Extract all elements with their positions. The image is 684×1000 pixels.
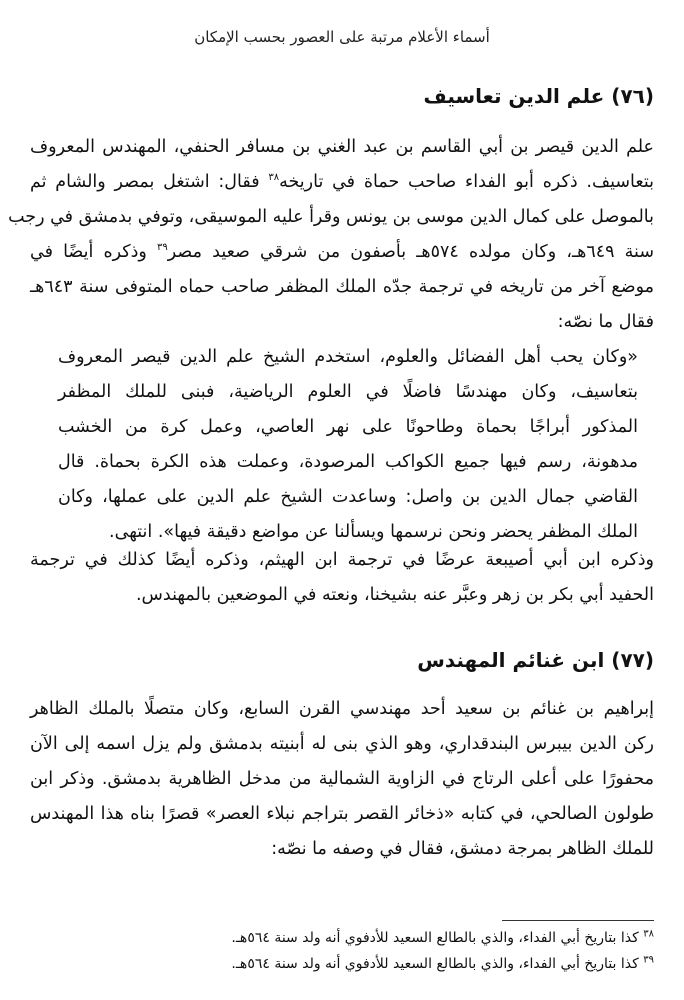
footnote-number: ٣٩ (643, 954, 654, 966)
quote-line: المذكور أبراجًا بحماة وطاحونًا على نهر العاصي، وعمل كرة من الخشب (58, 417, 638, 437)
text-line: علم الدين قيصر بن أبي القاسم بن عبد الغني بن مسافر الحنفي، المهندس المعروف (30, 137, 654, 157)
footnote-text: كذا بتاريخ أبي الفداء، والذي بالطالع السعيد للأدفوي أنه ولد سنة ٥٦٤هـ. (231, 956, 644, 972)
text-line: موضع آخر من تاريخه في ترجمة جدّه الملك المظفر صاحب حماه المتوفى سنة ٦٤٣هـ (30, 277, 654, 297)
text-line: محفورًا على أعلى الرتاج في الزاوية الشمالية من مدخل الظاهرية بدمشق. وذكر ابن (30, 769, 654, 789)
quote-line: «وكان يحب أهل الفضائل والعلوم، استخدم الشيخ علم الدين قيصر المعروف (58, 347, 638, 367)
text-line: للملك الظاهر بمرجة دمشق، فقال في وصفه ما نصّه: (271, 839, 654, 859)
text-line: وذكره ابن أبي أصيبعة عرضًا في ترجمة ابن الهيثم، وذكره أيضًا كذلك في ترجمة (30, 550, 654, 570)
text-line: بالموصل على كمال الدين موسى بن يونس وقرأ عليه الموسيقى، وتوفي بدمشق في رجب (8, 207, 654, 227)
quote-line: بتعاسيف، وكان مهندسًا فاضلًا في العلوم الرياضية، فبنى للملك المظفر (58, 382, 638, 402)
running-header: أسماء الأعلام مرتبة على العصور بحسب الإمكان (194, 28, 490, 46)
quote-line: مدهونة، رسم فيها جميع الكواكب المرصودة، وعملت هذه الكرة بحماة. قال (58, 452, 638, 472)
section-76-quote (58, 340, 638, 550)
footnote-ref-39[interactable]: ٣٩ (157, 242, 168, 254)
section-76-paragraph-2 (30, 543, 654, 613)
text-line: ركن الدين بيبرس البندقداري، وهو الذي بنى له أبنيته بدمشق ولم يزل اسمه إلى الآن (30, 734, 654, 754)
section-77-paragraph-1 (30, 692, 654, 867)
text-line: فقال ما نصّه: (557, 312, 654, 332)
text-line: الحفيد أبي بكر بن زهر وعبَّر عنه بشيخنا، ونعته في الموضعين بالمهندس. (135, 585, 654, 605)
section-76-paragraph-1 (8, 130, 655, 340)
quote-line: الملك المظفر يحضر ونحن نرسمها ويسألنا عن مواضع دقيقة فيها». انتهى. (109, 522, 638, 542)
footnote-38 (231, 930, 654, 946)
section-title-76: (٧٦) علم الدين تعاسيف (423, 84, 654, 108)
footnote-text: كذا بتاريخ أبي الفداء، والذي بالطالع السعيد للأدفوي أنه ولد سنة ٥٦٤هـ. (231, 930, 644, 946)
footnote-39 (231, 956, 654, 972)
quote-line: القاضي جمال الدين بن واصل: وساعدت الشيخ علم الدين على عملها، وكان (58, 487, 638, 507)
text-line: طولون الصالحي، في كتابه «ذخائر القصر بتراجم نبلاء العصر» قصرًا بناه هذا المهندس (30, 804, 654, 824)
footnote-ref-38[interactable]: ٣٨ (268, 172, 280, 184)
text-line: إبراهيم بن غنائم بن سعيد أحد مهندسي القرن السابع، وكان متصلًا بالملك الظاهر (30, 699, 654, 719)
text-line: سنة ٦٤٩هـ، وكان مولده ٥٧٤هـ بأصفون من شرقي صعيد مصر$^{٣٩}$ وذكره أيضًا في (30, 242, 655, 262)
footnote-separator (502, 920, 654, 921)
section-title-77: (٧٧) ابن غنائم المهندس (417, 648, 654, 672)
text-line: بتعاسيف. ذكره أبو الفداء صاحب حماة في تاريخه$^{٣٨}$ فقال: اشتغل بمصر والشام ثم (30, 172, 654, 192)
footnote-number: ٣٨ (643, 928, 654, 940)
